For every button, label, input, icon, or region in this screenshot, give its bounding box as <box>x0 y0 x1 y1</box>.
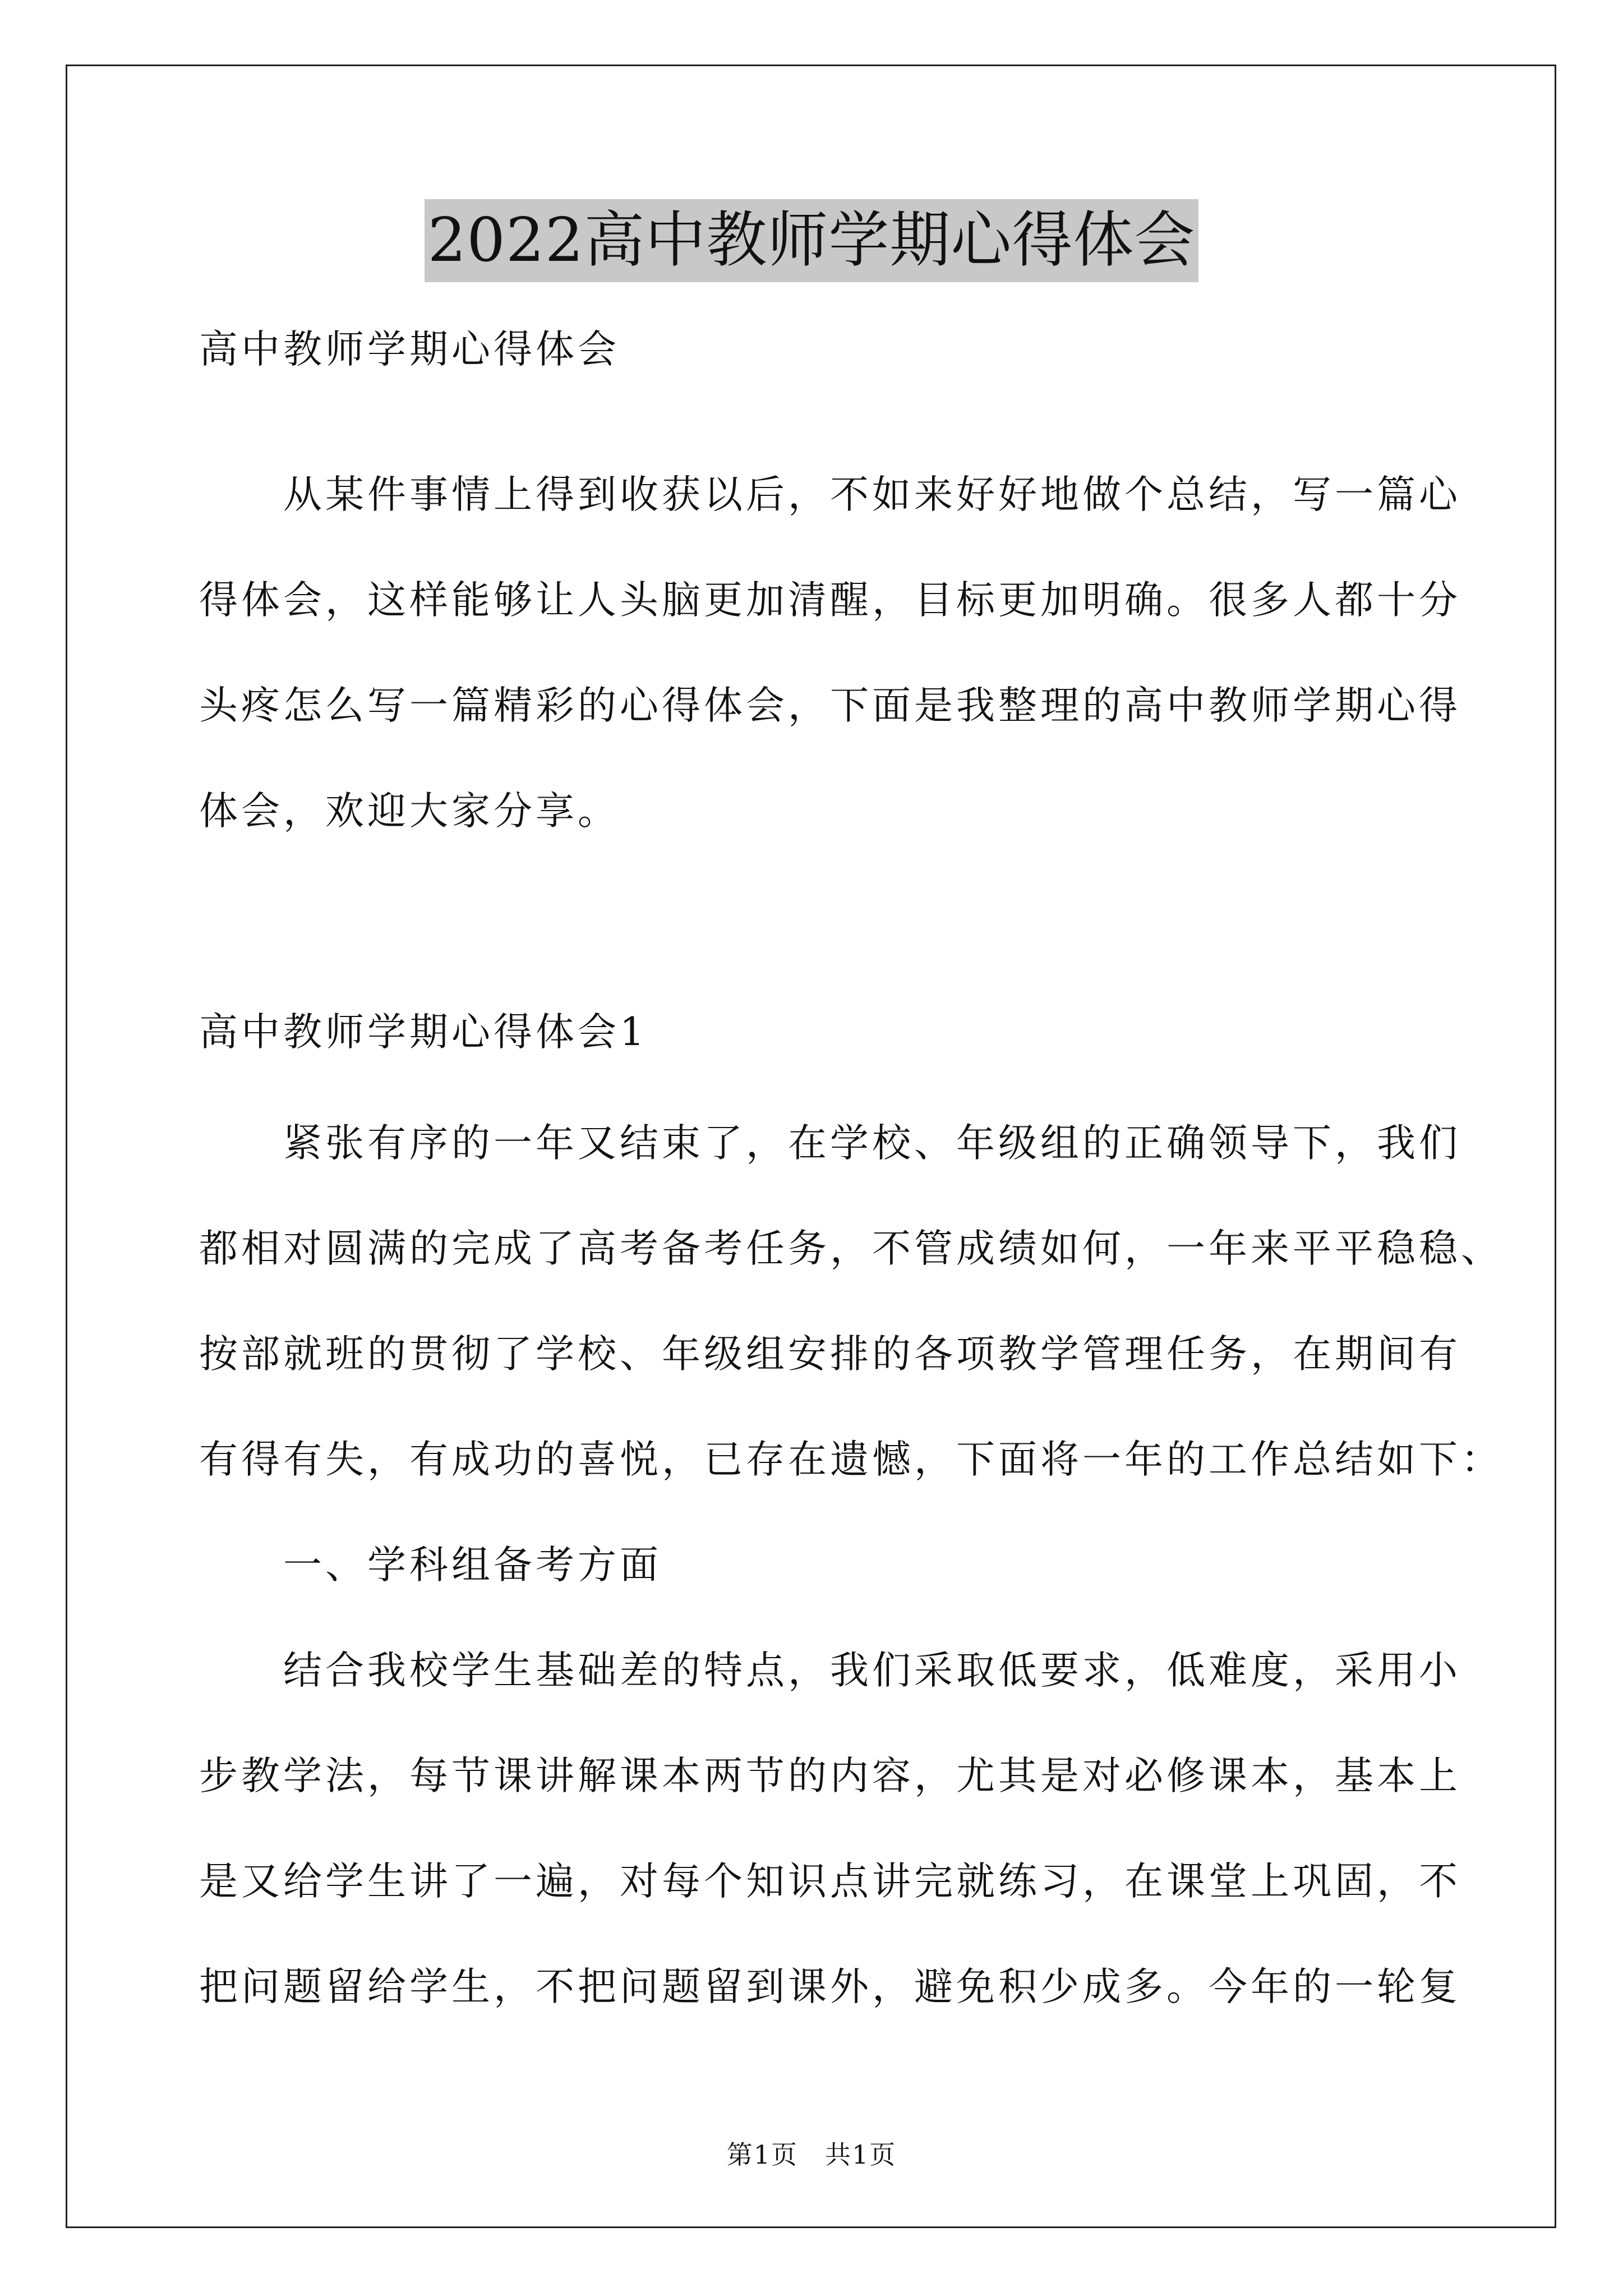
paragraph-line: 按部就班的贯彻了学校、年级组安排的各项教学管理任务，在期间有 <box>199 1332 1461 1377</box>
paragraph-line: 得体会，这样能够让人头脑更加清醒，目标更加明确。很多人都十分 <box>199 578 1461 623</box>
paragraph-line: 体会，欢迎大家分享。 <box>199 789 620 834</box>
page-footer: 第1页 共1页 <box>726 2139 897 2170</box>
paragraph-line: 头疼怎么写一篇精彩的心得体会，下面是我整理的高中教师学期心得 <box>199 683 1461 728</box>
subsection-heading: 一、学科组备考方面 <box>199 1543 662 1588</box>
document-title: 2022高中教师学期心得体会 <box>425 199 1199 282</box>
paragraph-line: 从某件事情上得到收获以后，不如来好好地做个总结，写一篇心 <box>199 472 1461 517</box>
subtitle-line: 高中教师学期心得体会 <box>199 327 620 372</box>
paragraph-line: 结合我校学生基础差的特点，我们采取低要求，低难度，采用小 <box>199 1648 1461 1693</box>
paragraph-line: 是又给学生讲了一遍，对每个知识点讲完就练习，在课堂上巩固，不 <box>199 1859 1461 1904</box>
paragraph-line: 都相对圆满的完成了高考备考任务，不管成绩如何，一年来平平稳稳、 <box>199 1226 1503 1271</box>
paragraph-line: 把问题留给学生，不把问题留到课外，避免积少成多。今年的一轮复 <box>199 1964 1461 2009</box>
section-heading: 高中教师学期心得体会1 <box>199 1010 648 1055</box>
paragraph-line: 紧张有序的一年又结束了，在学校、年级组的正确领导下，我们 <box>199 1121 1461 1166</box>
title-container <box>0 199 1623 282</box>
paragraph-line: 有得有失，有成功的喜悦，已存在遗憾，下面将一年的工作总结如下： <box>199 1437 1503 1482</box>
paragraph-line: 步教学法，每节课讲解课本两节的内容，尤其是对必修课本，基本上 <box>199 1754 1461 1798</box>
